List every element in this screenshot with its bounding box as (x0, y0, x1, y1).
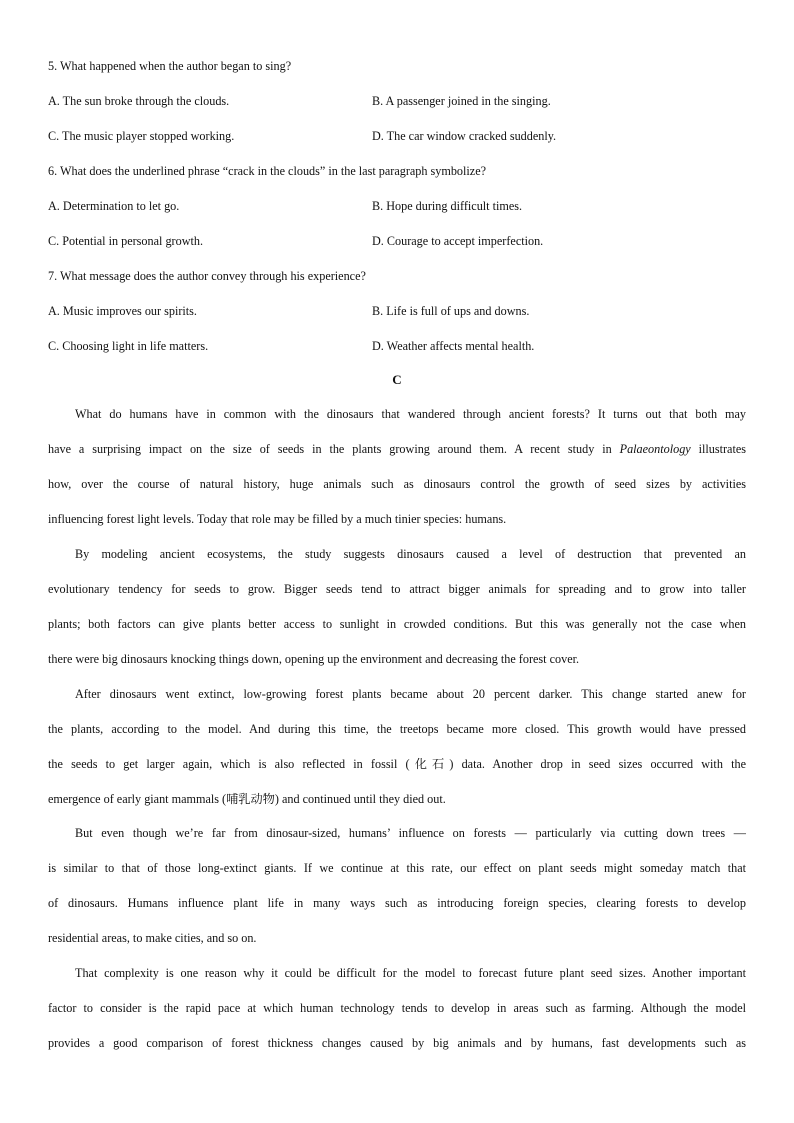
passage-paragraph-4 (48, 816, 746, 956)
paragraph-line: the seeds to get larger again, which is also reflected in fossil (化石) data. Another drop in seed sizes occurred with the (48, 757, 746, 771)
question-5-option-d: D. The car window cracked suddenly. (372, 129, 557, 143)
question-5-stem: 5. What happened when the author began to sing? (48, 59, 292, 73)
paragraph-line: What do humans have in common with the dinosaurs that wandered through ancient forests? It turns out that both may (75, 407, 746, 421)
passage-paragraph-2 (48, 537, 746, 677)
paragraph-line: is similar to that of those long-extinct giants. If we continue at this rate, our effect on plant seeds might someday match that (48, 861, 746, 875)
paragraph-line-text: have a surprising impact on the size of seeds in the plants growing around them. A recent study in (48, 442, 620, 456)
paragraph-line: By modeling ancient ecosystems, the study suggests dinosaurs caused a level of destruction that prevented an (75, 547, 746, 561)
paragraph-line: evolutionary tendency for seeds to grow. Bigger seeds tend to attract bigger animals for spreading and to grow into taller (48, 582, 746, 596)
question-6-option-b: B. Hope during difficult times. (372, 199, 523, 213)
section-heading: C (392, 372, 402, 387)
paragraph-line: there were big dinosaurs knocking things down, opening up the environment and decreasing the forest cover. (48, 652, 580, 666)
paragraph-line: But even though we’re far from dinosaur-sized, humans’ influence on forests — particularly via cutting down trees — (75, 826, 746, 840)
passage-paragraph-1 (48, 397, 746, 537)
paragraph-line: That complexity is one reason why it could be difficult for the model to forecast future plant seed sizes. Another important (75, 966, 746, 980)
question-7-option-a: A. Music improves our spirits. (48, 304, 197, 318)
paragraph-line: how, over the course of natural history, huge animals such as dinosaurs control the growth of seed sizes by activities (48, 477, 746, 491)
paragraph-line: residential areas, to make cities, and so on. (48, 931, 257, 945)
question-7-stem: 7. What message does the author convey through his experience? (48, 269, 366, 283)
paragraph-line: emergence of early giant mammals (哺乳动物) and continued until they died out. (48, 792, 446, 806)
paragraph-line: factor to consider is the rapid pace at which human technology tends to develop in areas such as farming. Although the model (48, 1001, 746, 1015)
question-5-option-b: B. A passenger joined in the singing. (372, 94, 551, 108)
paragraph-line: After dinosaurs went extinct, low-growing forest plants became about 20 percent darker. This change started anew for (75, 687, 746, 701)
paragraph-line (48, 432, 746, 467)
paragraph-line: provides a good comparison of forest thickness changes caused by big animals and by humans, fast developments such as (48, 1036, 746, 1050)
question-6-option-d: D. Courage to accept imperfection. (372, 234, 544, 248)
question-7-option-d: D. Weather affects mental health. (372, 339, 535, 353)
question-5-option-c: C. The music player stopped working. (48, 129, 235, 143)
paragraph-line: plants; both factors can give plants better access to sunlight in crowded conditions. But this was generally not the case when (48, 617, 746, 631)
question-5-option-a: A. The sun broke through the clouds. (48, 94, 230, 108)
question-7-option-c: C. Choosing light in life matters. (48, 339, 209, 353)
paragraph-line: influencing forest light levels. Today that role may be filled by a much tinier species: humans. (48, 512, 507, 526)
passage-paragraph-3 (48, 677, 746, 817)
paragraph-line: of dinosaurs. Humans influence plant life in many ways such as introducing foreign species, clearing forests to develop (48, 896, 746, 910)
question-6-option-a: A. Determination to let go. (48, 199, 180, 213)
paragraph-line: the plants, according to the model. And during this time, the treetops became more closed. This growth would have pressed (48, 722, 746, 736)
question-7-option-b: B. Life is full of ups and downs. (372, 304, 530, 318)
journal-title: Palaeontology (619, 442, 691, 456)
question-6-stem: 6. What does the underlined phrase “crack in the clouds” in the last paragraph symbolize? (48, 164, 487, 178)
question-6-option-c: C. Potential in personal growth. (48, 234, 204, 248)
passage-paragraph-5 (48, 956, 746, 1061)
paragraph-line-text: illustrates (690, 442, 746, 456)
